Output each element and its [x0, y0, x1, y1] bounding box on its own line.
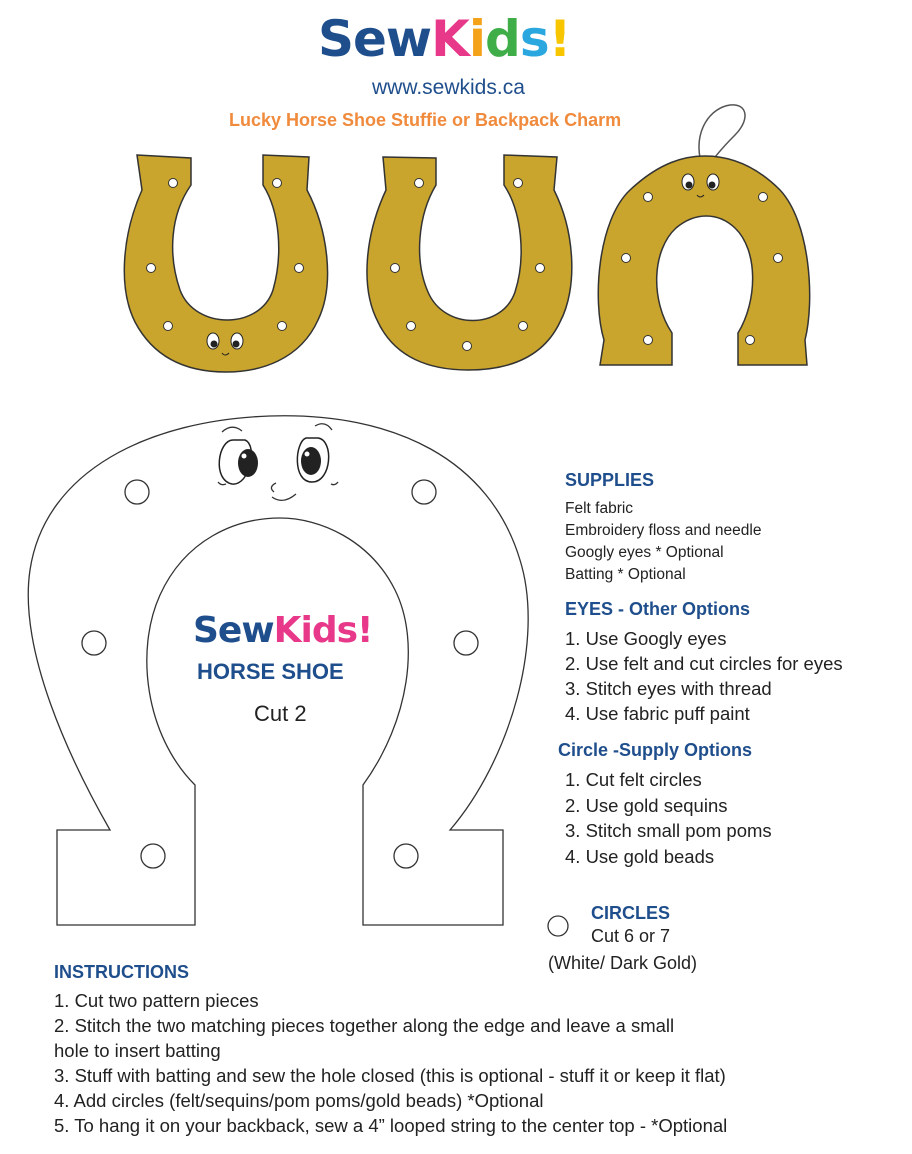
- logo-sew: Sew: [318, 10, 432, 68]
- list-item: Batting * Optional: [565, 566, 686, 583]
- pattern-logo-rest: Kids!: [273, 610, 373, 651]
- circle-template: [548, 916, 568, 936]
- list-item: 2. Use gold sequins: [565, 794, 728, 816]
- page-subtitle: Lucky Horse Shoe Stuffie or Backpack Charm: [229, 110, 622, 130]
- list-item: 4. Use fabric puff paint: [565, 703, 750, 724]
- circles-cut-count: Cut 6 or 7: [591, 926, 671, 946]
- circles-colors: (White/ Dark Gold): [548, 953, 698, 973]
- list-item: 2. Use felt and cut circles for eyes: [565, 653, 843, 674]
- list-item: Embroidery floss and needle: [565, 522, 762, 539]
- list-item: 1. Cut two pattern pieces: [54, 990, 259, 1011]
- logo-l1: i: [468, 10, 486, 68]
- pattern-cut-count: Cut 2: [254, 701, 307, 726]
- list-item: hole to insert batting: [54, 1040, 221, 1061]
- logo-l0: K: [431, 10, 469, 68]
- circles-heading: CIRCLES: [591, 903, 671, 923]
- list-item: 3. Stitch small pom poms: [565, 820, 772, 841]
- website-url[interactable]: www.sewkids.ca: [372, 76, 525, 99]
- pattern-logo: [193, 610, 372, 651]
- list-item: 1. Use Googly eyes: [565, 628, 727, 649]
- list-item: 4. Use gold beads: [565, 845, 715, 867]
- pattern-title: HORSE SHOE: [197, 659, 344, 684]
- circle-options-heading: Circle -Supply Options: [558, 740, 753, 760]
- logo-l2: d: [485, 10, 520, 68]
- list-item: 5. To hang it on your backback, sew a 4” looped string to the center top - *Optional: [54, 1115, 728, 1136]
- eyes-list: [565, 626, 843, 726]
- list-item: 3. Stitch eyes with thread: [565, 678, 772, 699]
- instructions-list: [54, 988, 874, 1138]
- list-item: Googly eyes * Optional: [565, 544, 724, 561]
- list-item: 1. Cut felt circles: [565, 769, 702, 790]
- gold-horseshoe-3: [598, 105, 809, 365]
- logo-l3: s: [519, 10, 549, 68]
- circle-options-list: [565, 767, 772, 869]
- logo-l4: !: [548, 10, 571, 68]
- eyes-heading: EYES - Other Options: [565, 599, 751, 619]
- pattern-logo-sew: Sew: [193, 610, 274, 651]
- gold-horseshoe-2: [367, 155, 572, 370]
- supplies-list: [565, 498, 761, 586]
- list-item: 2. Stitch the two matching pieces together along the edge and leave a small: [54, 1015, 675, 1036]
- supplies-heading: SUPPLIES: [565, 470, 655, 490]
- list-item: 3. Stuff with batting and sew the hole closed (this is optional - stuff it or keep it flat): [54, 1065, 726, 1086]
- gold-horseshoe-1: [124, 155, 327, 372]
- list-item: 4. Add circles (felt/sequins/pom poms/gold beads) *Optional: [54, 1090, 544, 1111]
- list-item: Felt fabric: [565, 500, 634, 517]
- instructions-heading: INSTRUCTIONS: [54, 962, 189, 982]
